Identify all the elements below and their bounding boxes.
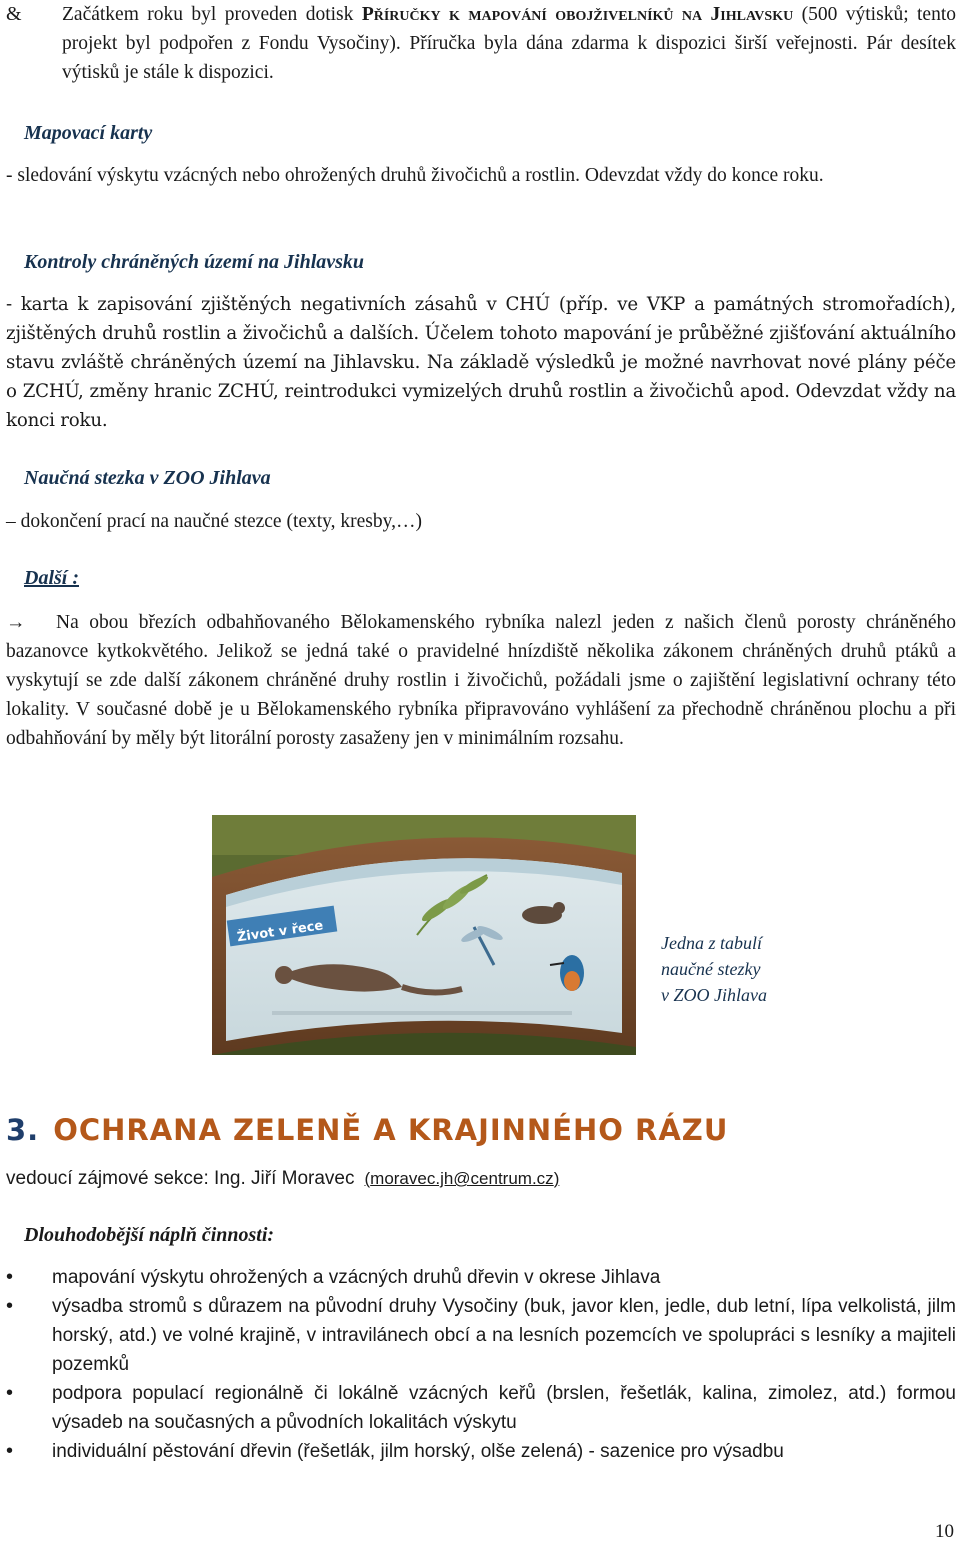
ampersand-bullet: & [6,3,22,25]
email-wrapper [364,1169,559,1188]
kontroly-text: - karta k zapisování zjištěných negativních zásahů v CHÚ (příp. ve VKP a památných stromořadích), zjištěných druhů rostlin a živočichů a dalších. Účelem tohoto mapování je průběžné zjišťování aktuálního stavu zvláště chráněných území na Jihlavsku. Na základě výsledků je možné navrhovat nové plány péče o ZCHÚ, změny hranic ZCHÚ, reintrodukci vymizelých druhů rostlin a živočichů apod. Odevzdat vždy na konci roku. [6,294,956,431]
section-title: OCHRANA ZELENĚ A KRAJINNÉHO RÁZU [53,1113,729,1147]
list-item: • podpora populací regionálně či lokálně vzácných keřů (brslen, řešetlák, kalina, zimolez, atd.) formou výsadeb na současných a původních lokalitách výskytu [6,1379,956,1437]
section-heading [6,1113,728,1147]
heading-kontroly: Kontroly chráněných území na Jihlavsku [24,251,365,273]
email-link[interactable]: moravec.jh@centrum.cz [370,1169,554,1188]
activities-list [6,1263,956,1466]
leader-label: vedoucí zájmové sekce: Ing. Jiří Moravec [6,1168,355,1189]
section-number: 3. [6,1113,40,1147]
heading-mapovaci-karty: Mapovací karty [24,122,153,144]
section-leader [6,1164,559,1193]
email-paren-open: ( [364,1169,371,1188]
list-item: • individuální pěstování dřevin (řešetlák, jilm horský, olše zelená) - sazenice pro výsadbu [6,1437,956,1466]
list-item: • výsadba stromů s důrazem na původní druhy Vysočiny (buk, javor klen, jedle, dub letní, lípa velkolistá, jilm horský, atd.) ve volné krajině, v intravilánech obcí a na lesních pozemcích ve spolupráci s lesníky a majiteli pozemků [6,1292,956,1379]
mapovaci-karty-text: - sledování výskytu vzácných nebo ohrožených druhů živočichů a rostlin. Odevzdat vždy do konce roku. [6,165,824,186]
activities-subheading: Dlouhodobější náplň činnosti: [24,1224,275,1246]
sign-photo-drawing [212,815,636,1055]
list-item: • mapování výskytu ohrožených a vzácných druhů dřevin v okrese Jihlava [6,1263,956,1292]
dalsi-paragraph: Na obou březích odbahňovaného Bělokamenského rybníka nalezl jeden z našich členů porosty chráněného bazanovce kytkokvětého. Jelikož se jedná také o pravidelné hnízdiště několika zákonem chráněných druhů ptáků a vyskytují se zde další zákonem chráněné druhy rostlin i živočichů, požádali jsme o zajištění legislativní ochrany této lokality. V současné době je u Bělokamenského rybníka připravováno vyhlášení za přechodně chráněnou plochu a při odbahňování by měly být litorální porosty zasaženy jen v minimálním rozsahu. [6,612,956,749]
sign-title: Život v řece [236,918,325,946]
photo-caption [661,930,767,1008]
email-paren-close: ) [553,1169,560,1188]
dalsi-text [6,608,956,753]
caption-line: v ZOO Jihlava [661,985,767,1005]
caption-line: naučné stezky [661,959,761,979]
naucna-stezka-text: – dokončení prací na naučné stezce (texty, kresby,…) [6,511,423,532]
heading-naucna-stezka: Naučná stezka v ZOO Jihlava [24,467,271,489]
page-number: 10 [935,1521,954,1542]
intro-text-rest: (500 výtisků; tento projekt byl podpořen z Fondu Vysočiny). Příručka byla dána zdarma k dispozici širší veřejnosti. Pár desítek výtisků je stále k dispozici. [62,4,957,83]
caption-line: Jedna z tabulí [661,933,762,953]
handbook-title: Příručky k mapování obojživelníků na Jihlavsku [361,4,794,25]
arrow-icon: → [6,612,26,633]
intro-text-start: Začátkem roku byl proveden dotisk [62,4,362,25]
heading-dalsi: Další : [24,567,79,589]
intro-paragraph [62,0,956,87]
sign-photo [212,815,636,1055]
